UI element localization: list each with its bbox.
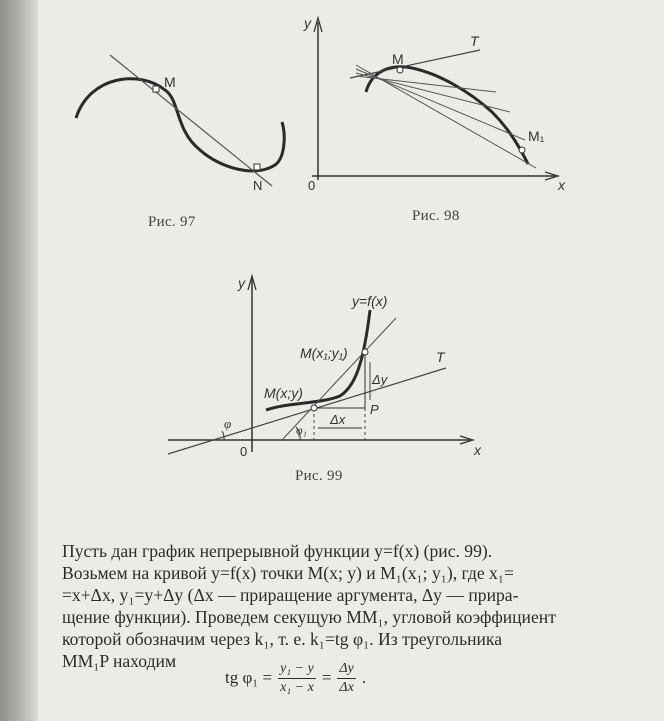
fig99-label-p: P [370, 402, 379, 417]
fig98-label-x: x [558, 177, 565, 193]
formula [225, 655, 366, 701]
fig97-label-n: N [253, 178, 263, 193]
paragraph-line-1: Пусть дан график непрерывной функции y=f(x) (рис. 99). [62, 541, 493, 561]
fig98-label-y: y [304, 15, 311, 31]
body-paragraph [62, 540, 662, 672]
fig98-point-m1 [519, 147, 525, 153]
fig99-label-m1: M(x₁;y₁) [300, 345, 348, 361]
fig97-curve [76, 79, 284, 171]
fig97-secant [110, 55, 272, 186]
formula-fraction-1 [278, 660, 316, 697]
fig99-label-o: 0 [240, 444, 248, 459]
paragraph-line-2: Возьмем на кривой y=f(x) точки M(x; y) и M₁(x₁; y₁), где x₁= [62, 563, 514, 583]
formula-frac1-denominator: x₁ − x [280, 679, 314, 695]
fig99-point-m [311, 405, 317, 411]
figure-97 [76, 55, 284, 193]
fig99-angle-phi [222, 431, 224, 440]
paragraph-line-5: которой обозначим через k₁, т. е. k₁=tg φ₁. Из треугольника [62, 629, 503, 649]
fig98-label-t: T [470, 33, 479, 49]
formula-lhs: tg φ₁ = [225, 668, 273, 687]
fig99-label-phi: φ [224, 416, 232, 431]
fig99-label-m: M(x;y) [264, 385, 303, 401]
fig99-label-y: y [238, 275, 245, 291]
fig99-label-t: T [436, 349, 445, 365]
fig97-point-n [254, 164, 260, 170]
figure-98 [303, 15, 566, 193]
fig99-caption: Рис. 99 [295, 468, 343, 484]
fig98-secant-4 [356, 76, 496, 92]
fig99-label-dx: Δx [330, 412, 346, 427]
paragraph-line-6: MM₁P находим [62, 651, 177, 671]
figure-99 [168, 275, 482, 459]
fig98-point-m [397, 67, 403, 73]
fig97-point-m [153, 86, 159, 92]
formula-frac2-numerator: Δy [337, 660, 355, 679]
formula-end: . [361, 668, 367, 687]
fig98-label-o: 0 [308, 178, 316, 193]
fig98-label-m: M [392, 51, 404, 67]
paragraph-line-3: =x+Δx, y₁=y+Δy (Δx — приращение аргумента, Δy — прира- [62, 585, 519, 605]
fig97-label-m: M [164, 74, 176, 90]
formula-frac2-denominator: Δx [339, 679, 354, 695]
fig99-label-dy: Δy [372, 372, 388, 387]
formula-frac1-numerator: y₁ − y [278, 660, 316, 679]
formula-equals: = [321, 668, 332, 687]
fig99-label-phi1: φ₁ [296, 423, 307, 437]
fig99-label-x: x [474, 442, 481, 458]
formula-fraction-2 [337, 660, 355, 697]
paragraph-line-4: щение функции). Проведем секущую MM₁, угловой коэффициент [62, 607, 556, 627]
fig97-caption: Рис. 97 [148, 214, 196, 230]
fig99-label-curve: y=f(x) [352, 293, 388, 309]
fig98-label-m1: M₁ [528, 128, 545, 144]
fig98-tangent [350, 50, 480, 78]
fig99-tangent [168, 368, 446, 454]
fig99-point-m1 [362, 349, 368, 355]
fig98-caption: Рис. 98 [412, 208, 460, 224]
